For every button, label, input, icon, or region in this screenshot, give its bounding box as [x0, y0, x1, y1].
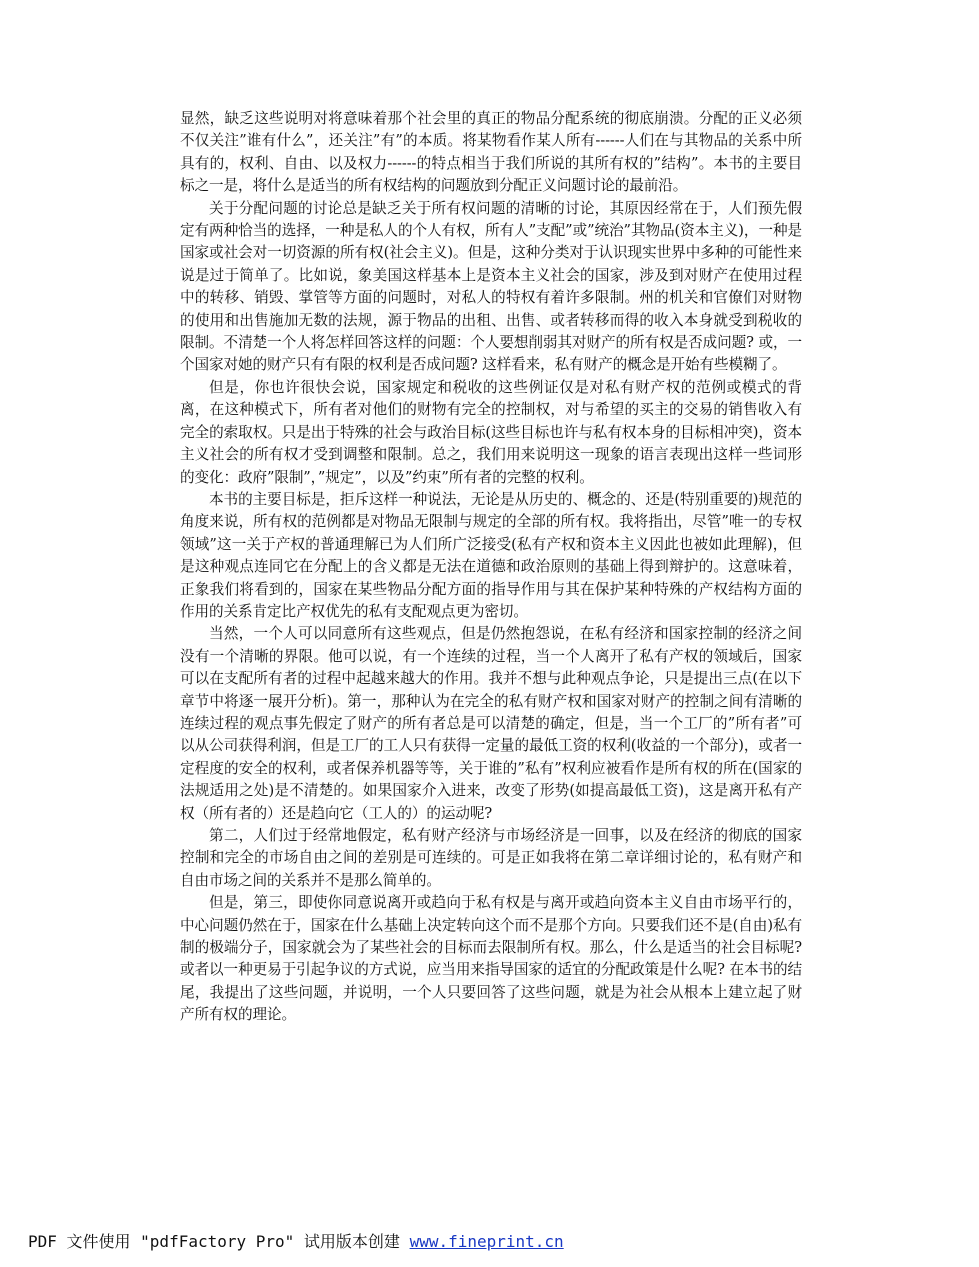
- paragraph-5: 当然，一个人可以同意所有这些观点，但是仍然抱怨说，在私有经济和国家控制的经济之间没有一个清晰的界限。他可以说，有一个连续的过程，当一个人离开了私有产权的领域后，国家可以在支配所有者的过程中起越来越大的作用。我并不想与此种观点争论，只是提出三点(在以下章节中将逐一展开分析)。第一，那种认为在完全的私有财产权和国家对财产的控制之间有清晰的连续过程的观点事先假定了财产的所有者总是可以清楚的确定，但是，当一个工厂的”所有者”可以从公司获得利润，但是工厂的工人只有获得一定量的最低工资的权利(收益的一个部分)，或者一定程度的安全的权利，或者保养机器等等，关于谁的”私有”权利应被看作是所有权的所在(国家的法规适用之处)是不清楚的。如果国家介入进来，改变了形势(如提高最低工资)，这是离开私有产权（所有者的）还是趋向它（工人的）的运动呢?: [180, 625, 802, 822]
- document-body: [180, 108, 802, 1027]
- fineprint-link[interactable]: www.fineprint.cn: [409, 1232, 564, 1251]
- paragraph-4: 本书的主要目标是，拒斥这样一种说法，无论是从历史的、概念的、还是(特别重要的)规范的角度来说，所有权的范例都是对物品无限制与规定的全部的所有权。我将指出，尽管”唯一的专权领域”这一关于产权的普通理解已为人们所广泛接受(私有产权和资本主义因此也被如此理解)，但是这种观点连同它在分配上的含义都是无法在道德和政治原则的基础上得到辩护的。这意味着，正象我们将看到的，国家在某些物品分配方面的指导作用与其在保护某种特殊的产权结构方面的作用的关系肯定比产权优先的私有支配观点更为密切。: [180, 490, 802, 620]
- pdf-footer: [28, 1230, 564, 1254]
- paragraph-7: 但是，第三，即使你同意说离开或趋向于私有权是与离开或趋向资本主义自由市场平行的，中心问题仍然在于，国家在什么基础上决定转向这个而不是那个方向。只要我们还不是(自由)私有制的极端分子，国家就会为了某些社会的目标而去限制所有权。那么，什么是适当的社会目标呢? 或者以一种更易于引起争议的方式说，应当用来指导国家的适宜的分配政策是什么呢? 在本书的结尾，我提出了这些问题，并说明，一个人只要回答了这些问题，就是为社会从根本上建立起了财产所有权的理论。: [180, 894, 802, 1024]
- footer-text: PDF 文件使用 "pdfFactory Pro" 试用版本创建: [28, 1232, 410, 1251]
- paragraph-2: 关于分配问题的讨论总是缺乏关于所有权问题的清晰的讨论，其原因经常在于，人们预先假定有两种恰当的选择，一种是私人的个人有权，所有人”支配”或”统治”其物品(资本主义)，一种是国家或社会对一切资源的所有权(社会主义)。但是，这种分类对于认识现实世界中多种的可能性来说是过于简单了。比如说，象美国这样基本上是资本主义社会的国家，涉及到对财产在使用过程中的转移、销毁、掌管等方面的问题时，对私人的特权有着许多限制。州的机关和官僚们对财物的使用和出售施加无数的法规，源于物品的出租、出售、或者转移而得的收入本身就受到税收的限制。不清楚一个人将怎样回答这样的问题：个人要想削弱其对财产的所有权是否成问题? 或，一个国家对她的财产只有有限的权利是否成问题? 这样看来，私有财产的概念是开始有些模糊了。: [180, 199, 802, 374]
- paragraph-3: 但是，你也许很快会说，国家规定和税收的这些例证仅是对私有财产权的范例或模式的背离，在这种模式下，所有者对他们的财物有完全的控制权，对与希望的买主的交易的销售收入有完全的索取权。只是出于特殊的社会与政治目标(这些目标也许与私有权本身的目标相冲突)，资本主义社会的所有权才受到调整和限制。总之，我们用来说明这一现象的语言表现出这样一些词形的变化：政府”限制”，”规定”，以及”约束”所有者的完整的权利。: [180, 378, 802, 486]
- paragraph-6: 第二，人们过于经常地假定，私有财产经济与市场经济是一回事，以及在经济的彻底的国家控制和完全的市场自由之间的差别是可连续的。可是正如我将在第二章详细讨论的，私有财产和自由市场之间的关系并不是那么简单的。: [180, 827, 802, 889]
- paragraph-1: 显然，缺乏这些说明对将意味着那个社会里的真正的物品分配系统的彻底崩溃。分配的正义必须不仅关注”谁有什么”，还关注”有”的本质。将某物看作某人所有------人们在与其物品的关系中所具有的，权利、自由、以及权力------的特点相当于我们所说的其所有权的”结构”。本书的主要目标之一是，将什么是适当的所有权结构的问题放到分配正义问题讨论的最前沿。: [180, 110, 802, 195]
